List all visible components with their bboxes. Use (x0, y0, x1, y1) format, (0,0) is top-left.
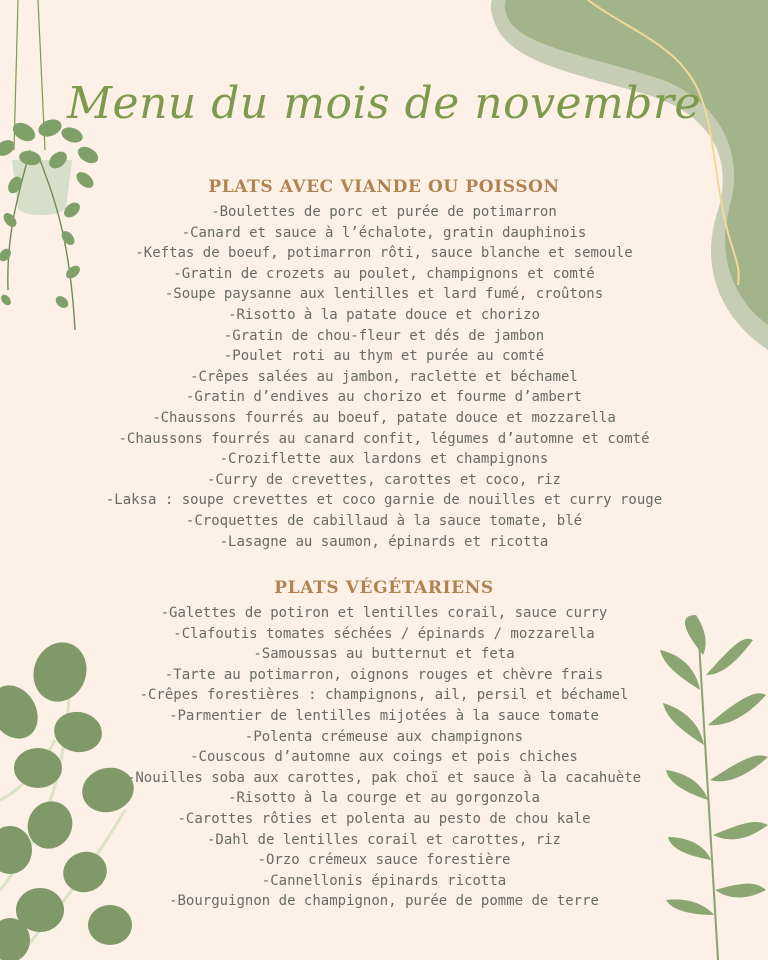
menu-item: -Boulettes de porc et purée de potimarron (211, 204, 557, 220)
vegetarian-heading: PLATS VÉGÉTARIENS (274, 578, 494, 598)
menu-title: Menu du mois de novembre (67, 78, 701, 129)
menu-item: -Bourguignon de champignon, purée de pomme de terre (169, 893, 599, 910)
menu-item: -Chaussons fourrés au canard confit, légumes d’automne et comté (118, 430, 650, 447)
menu-item: -Curry de crevettes, carottes et coco, riz (206, 471, 561, 488)
menu-item: -Gratin de chou-fleur et dés de jambon (223, 327, 545, 344)
menu-item: -Samoussas au butternut et feta (253, 646, 515, 663)
menu-item: -Risotto à la courge et au gorgonzola (228, 790, 540, 807)
menu-item: -Couscous d’automne aux coings et pois chiches (190, 749, 578, 766)
menu-item: -Canard et sauce à l’échalote, gratin dauphinois (181, 224, 587, 241)
menu-item: -Chaussons fourrés au boeuf, patate douce et mozzarella (152, 409, 616, 426)
menu-item: -Parmentier de lentilles mijotées à la sauce tomate (169, 707, 599, 724)
menu-item: -Nouilles soba aux carottes, pak choï et sauce à la cacahuète (126, 769, 642, 786)
menu-item: -Cannellonis épinards ricotta (261, 872, 507, 889)
menu-item: -Poulet roti au thym et purée au comté (223, 348, 545, 365)
menu-item: -Carottes rôties et polenta au pesto de chou kale (177, 810, 591, 827)
menu-item: -Dahl de lentilles corail et carottes, riz (206, 831, 561, 848)
menu-item: -Galettes de potiron et lentilles corail, sauce curry (160, 605, 608, 621)
vegetarian-list (0, 603, 768, 912)
menu-item: -Tarte au potimarron, oignons rouges et chèvre frais (164, 666, 604, 683)
menu-item: -Clafoutis tomates séchées / épinards / mozzarella (173, 625, 595, 642)
vegetarian-section (0, 575, 768, 912)
menu-item: -Risotto à la patate douce et chorizo (228, 306, 540, 323)
menu-item: -Polenta crémeuse aux champignons (244, 728, 524, 745)
meat-fish-heading: PLATS AVEC VIANDE OU POISSON (208, 177, 560, 197)
menu-item: -Crêpes forestières : champignons, ail, persil et béchamel (139, 687, 629, 704)
menu-item: -Lasagne au saumon, épinards et ricotta (219, 533, 549, 550)
menu-item: -Laksa : soupe crevettes et coco garnie de nouilles et curry rouge (105, 492, 663, 509)
menu-item: -Croziflette aux lardons et champignons (219, 451, 549, 468)
menu-item: -Croquettes de cabillaud à la sauce tomate, blé (185, 512, 583, 529)
menu-item: -Orzo crémeux sauce forestière (257, 852, 511, 869)
menu-item: -Crêpes salées au jambon, raclette et béchamel (190, 368, 578, 385)
meat-fish-list (0, 202, 768, 552)
menu-item: -Gratin de crozets au poulet, champignons et comté (173, 265, 595, 282)
menu-item: -Keftas de boeuf, potimarron rôti, sauce blanche et semoule (135, 245, 633, 262)
menu-item: -Soupe paysanne aux lentilles et lard fumé, croûtons (164, 286, 604, 303)
menu-item: -Gratin d’endives au chorizo et fourme d’ambert (185, 389, 583, 406)
meat-fish-section (0, 174, 768, 552)
